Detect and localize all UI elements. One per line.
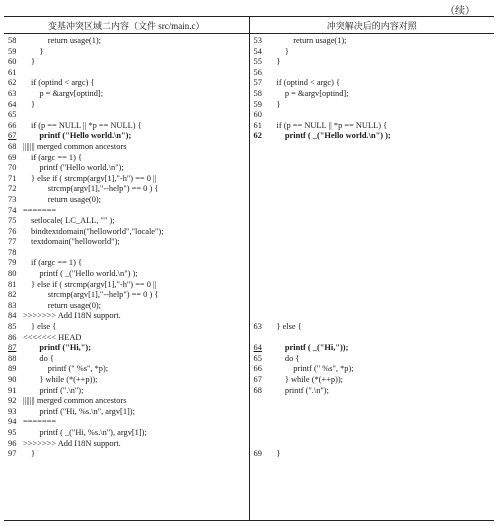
line-number: 89 — [8, 364, 17, 374]
left-code-line — [4, 269, 249, 280]
continued-label: （续） — [445, 6, 475, 17]
left-code-line — [4, 121, 249, 132]
code-text: printf ( _("Hello world.\n") ); — [276, 131, 391, 141]
line-number: 75 — [8, 216, 17, 226]
code-text: } else { — [31, 322, 57, 332]
line-number: 70 — [8, 163, 17, 173]
code-text: printf ( _("Hi,")); — [276, 343, 349, 353]
code-text: if (p == NULL || *p == NULL) { — [31, 120, 142, 130]
right-code-line — [250, 142, 495, 153]
code-text: setlocale( LC_ALL, "" ); — [31, 216, 115, 226]
right-code-line — [250, 78, 495, 89]
left-code-line — [4, 280, 249, 291]
line-number: 62 — [253, 131, 262, 141]
right-code-line — [250, 311, 495, 322]
code-text: if (optind < argc) { — [276, 78, 340, 88]
line-number: 59 — [253, 99, 262, 109]
line-number: 64 — [8, 99, 17, 109]
line-number: 62 — [8, 78, 17, 88]
left-code-line — [4, 110, 249, 121]
right-code-line — [250, 206, 495, 217]
right-code-line — [250, 386, 495, 397]
code-text: ||||||| merged common ancestors — [23, 141, 127, 151]
line-number: 84 — [8, 311, 17, 321]
line-number: 60 — [253, 110, 262, 120]
line-number: 65 — [253, 353, 262, 363]
line-number: 68 — [8, 141, 17, 151]
right-code-line — [250, 333, 495, 344]
code-text: } — [276, 449, 281, 459]
right-code-line — [250, 110, 495, 121]
line-number: 54 — [253, 46, 262, 56]
right-code-line — [250, 407, 495, 418]
line-number: 57 — [253, 78, 262, 88]
left-code-line — [4, 57, 249, 68]
code-text: } — [276, 99, 281, 109]
right-code-line — [250, 68, 495, 79]
left-code-line — [4, 237, 249, 248]
right-code-line — [250, 184, 495, 195]
line-number: 88 — [8, 353, 17, 363]
left-code-line — [4, 78, 249, 89]
line-number: 71 — [8, 173, 17, 183]
line-number: 65 — [8, 110, 17, 120]
right-code-line — [250, 269, 495, 280]
code-text: } else if ( strcmp(argv[1],"-h") == 0 || — [31, 279, 157, 289]
code-text: printf (".\n"); — [31, 385, 84, 395]
line-number: 67 — [253, 375, 262, 384]
left-code-line — [4, 248, 249, 259]
code-text: if (argc == 1) { — [31, 152, 82, 162]
left-code-line — [4, 364, 249, 375]
left-code-line — [4, 417, 249, 428]
line-number: 94 — [8, 417, 17, 427]
code-text: } else { — [276, 322, 302, 332]
line-number: 87 — [8, 343, 17, 353]
conflict-comparison-table — [4, 16, 494, 521]
code-text: } else if ( strcmp(argv[1],"-h") == 0 || — [31, 173, 157, 183]
left-code-cell — [4, 34, 249, 521]
line-number: 90 — [8, 375, 17, 384]
code-text: p = &argv[optind]; — [276, 88, 349, 98]
line-number: 86 — [8, 332, 17, 342]
right-code-line — [250, 364, 495, 375]
code-text: printf ("Hi,"); — [31, 343, 92, 353]
code-text: } — [31, 57, 36, 67]
left-code-line — [4, 227, 249, 238]
line-number: 69 — [253, 449, 262, 459]
line-number: 55 — [253, 57, 262, 67]
line-number: 72 — [8, 184, 17, 194]
right-code-line — [250, 396, 495, 407]
line-number: 83 — [8, 300, 17, 310]
left-code-line — [4, 311, 249, 322]
right-code-line — [250, 258, 495, 269]
right-code-line — [250, 174, 495, 185]
code-text: } — [276, 46, 289, 56]
code-text: do { — [31, 353, 54, 363]
right-code-line — [250, 428, 495, 439]
left-code-line — [4, 354, 249, 365]
line-number: 58 — [8, 36, 17, 45]
left-code-line — [4, 36, 249, 47]
right-code-line — [250, 322, 495, 333]
line-number: 92 — [8, 396, 17, 406]
code-text: printf ( _("Hi, %s.\n"), argv[1]); — [31, 427, 147, 437]
line-number: 60 — [8, 57, 17, 67]
right-code-line — [250, 439, 495, 450]
code-text: } — [276, 57, 281, 67]
left-code-line — [4, 290, 249, 301]
code-text: printf (" %s", *p); — [276, 364, 354, 374]
left-code-line — [4, 375, 249, 386]
left-code-line — [4, 439, 249, 450]
left-code-line — [4, 47, 249, 58]
left-code-line — [4, 195, 249, 206]
line-number: 69 — [8, 152, 17, 162]
right-code-line — [250, 163, 495, 174]
line-number: 77 — [8, 237, 17, 247]
line-number: 81 — [8, 279, 17, 289]
right-code-line — [250, 195, 495, 206]
code-text: ======= — [23, 205, 57, 215]
line-number: 61 — [8, 67, 17, 77]
right-code-line — [250, 417, 495, 428]
right-code-line — [250, 354, 495, 365]
left-code-line — [4, 449, 249, 460]
code-text: printf ("Hello world.\n"); — [31, 131, 132, 141]
left-code-line — [4, 153, 249, 164]
right-code-line — [250, 343, 495, 354]
code-text: return usage(0); — [31, 300, 102, 310]
right-code-line — [250, 131, 495, 142]
right-code-line — [250, 301, 495, 312]
code-text: ||||||| merged common ancestors — [23, 396, 127, 406]
line-number: 91 — [8, 385, 17, 395]
line-number: 93 — [8, 406, 17, 416]
line-number: 96 — [8, 438, 17, 448]
line-number: 61 — [253, 120, 262, 130]
left-code-line — [4, 343, 249, 354]
right-code-line — [250, 227, 495, 238]
line-number: 76 — [8, 226, 17, 236]
line-number: 85 — [8, 322, 17, 332]
code-text: printf ("Hi, %s.\n", argv[1]); — [31, 406, 135, 416]
line-number: 82 — [8, 290, 17, 300]
code-text: textdomain("helloworld"); — [31, 237, 120, 247]
line-number: 63 — [253, 322, 262, 332]
right-code-line — [250, 100, 495, 111]
code-text: if (argc == 1) { — [31, 258, 82, 268]
left-code-line — [4, 258, 249, 269]
code-text: printf (" %s", *p); — [31, 364, 109, 374]
right-code-line — [250, 237, 495, 248]
right-code-line — [250, 248, 495, 259]
line-number: 56 — [253, 67, 262, 77]
left-code-line — [4, 407, 249, 418]
code-text: >>>>>>> Add I18N support. — [23, 438, 121, 448]
line-number: 63 — [8, 88, 17, 98]
right-code-line — [250, 375, 495, 386]
line-number: 80 — [8, 269, 17, 279]
code-text: strcmp(argv[1],"--help") == 0 ) { — [31, 290, 159, 300]
line-number: 68 — [253, 385, 262, 395]
code-text: ======= — [23, 417, 57, 427]
left-code-line — [4, 322, 249, 333]
left-code-line — [4, 206, 249, 217]
code-text: } — [31, 46, 44, 56]
left-code-line — [4, 142, 249, 153]
line-number: 97 — [8, 449, 17, 459]
left-code-line — [4, 89, 249, 100]
code-text: } — [31, 99, 36, 109]
right-code-line — [250, 153, 495, 164]
line-number: 78 — [8, 247, 17, 257]
line-number: 95 — [8, 427, 17, 437]
code-text: printf ("Hello world.\n"); — [31, 163, 124, 173]
line-number: 66 — [253, 364, 262, 374]
left-code-line — [4, 163, 249, 174]
left-code-line — [4, 216, 249, 227]
left-code-line — [4, 301, 249, 312]
line-number: 74 — [8, 205, 17, 215]
code-text: } — [31, 449, 36, 459]
line-number: 79 — [8, 258, 17, 268]
left-code-line — [4, 386, 249, 397]
left-code-line — [4, 131, 249, 142]
line-number: 58 — [253, 88, 262, 98]
code-text: return usage(1); — [276, 36, 347, 45]
left-column-header: 变基冲突区域二内容（文件 src/main.c） — [4, 17, 249, 34]
code-text: return usage(0); — [31, 194, 102, 204]
right-code-line — [250, 121, 495, 132]
right-column-header: 冲突解决后的内容对照 — [249, 17, 494, 34]
left-code-line — [4, 68, 249, 79]
right-code-line — [250, 36, 495, 47]
code-text: p = &argv[optind]; — [31, 88, 104, 98]
left-code-line — [4, 333, 249, 344]
left-code-line — [4, 396, 249, 407]
right-code-line — [250, 280, 495, 291]
code-text: strcmp(argv[1],"--help") == 0 ) { — [31, 184, 159, 194]
code-text: } while (*(++p)); — [31, 375, 98, 384]
right-code-line — [250, 216, 495, 227]
line-number: 59 — [8, 46, 17, 56]
right-code-line — [250, 47, 495, 58]
code-text: do { — [276, 353, 300, 363]
left-code-line — [4, 174, 249, 185]
right-code-line — [250, 57, 495, 68]
right-code-line — [250, 290, 495, 301]
code-text: if (p == NULL || *p == NULL) { — [276, 120, 388, 130]
code-text: return usage(1); — [31, 36, 102, 45]
code-text: printf ( _("Hello world.\n") ); — [31, 269, 138, 279]
right-code-line — [250, 449, 495, 460]
line-number: 67 — [8, 131, 17, 141]
left-code-line — [4, 428, 249, 439]
code-text: if (optind < argc) { — [31, 78, 95, 88]
line-number: 53 — [253, 36, 262, 45]
code-text: } while (*(++p)); — [276, 375, 343, 384]
line-number: 66 — [8, 120, 17, 130]
left-code-line — [4, 100, 249, 111]
right-code-line — [250, 89, 495, 100]
left-code-line — [4, 184, 249, 195]
code-text: printf (".\n"); — [276, 385, 329, 395]
code-text: <<<<<<< HEAD — [23, 332, 82, 342]
right-code-cell — [249, 34, 494, 521]
line-number: 73 — [8, 194, 17, 204]
code-text: bindtextdomain("helloworld","locale"); — [31, 226, 164, 236]
code-text: >>>>>>> Add I18N support. — [23, 311, 121, 321]
line-number: 64 — [253, 343, 262, 353]
